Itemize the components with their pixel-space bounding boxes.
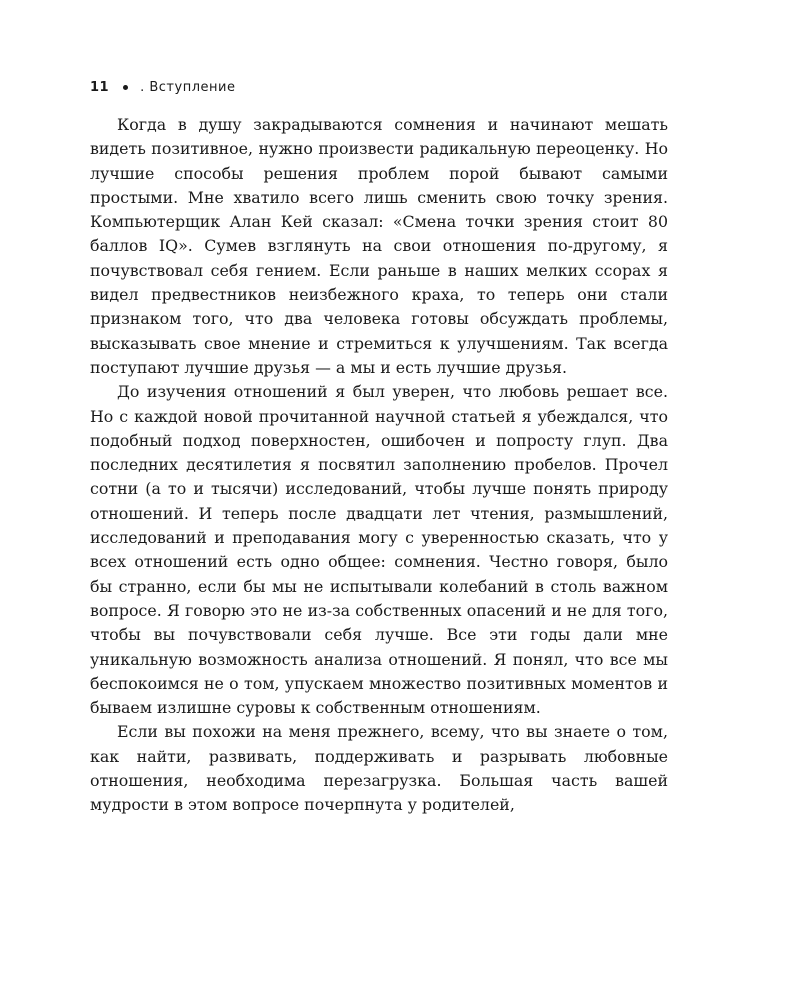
chapter-title: . Вступление — [140, 80, 236, 95]
paragraph: Если вы похожи на меня прежнего, всему, что вы знаете о том, как найти, развивать, поддерживать и разрывать любовные отношения, необходима перезагрузка. Большая часть вашей мудрости в этом вопросе почерпнута у родителей, — [90, 722, 668, 815]
running-head — [90, 80, 235, 95]
book-page — [90, 0, 668, 1000]
bullet-icon — [123, 85, 128, 90]
paragraph: Когда в душу закрадываются сомнения и начинают мешать видеть позитивное, нужно произвести радикальную переоценку. Но лучшие способы решения проблем порой бывают самыми простыми. Мне хватило всего лишь сменить свою точку зрения. Компьютерщик Алан Кей сказал: «Смена точки зрения стоит 80 баллов IQ». Сумев взглянуть на свои отношения по-другому, я почувствовал себя гением. Если раньше в наших мелких ссорах я видел предвестников неизбежного краха, то теперь они стали признаком того, что два человека готовы обсуждать проблемы, высказывать свое мнение и стремиться к улучшениям. Так всегда поступают лучшие друзья — а мы и есть лучшие друзья. — [90, 115, 668, 377]
page-number: 11 — [90, 80, 110, 95]
body-text — [90, 113, 668, 818]
paragraph: До изучения отношений я был уверен, что любовь решает все. Но с каждой новой прочитанной научной статьей я убеждался, что подобный подход поверхностен, ошибочен и попросту глуп. Два последних десятилетия я посвятил заполнению пробелов. Прочел сотни (а то и тысячи) исследований, чтобы лучше понять природу отношений. И теперь после двадцати лет чтения, размышлений, исследований и преподавания могу с уверенностью сказать, что у всех отношений есть одно общее: сомнения. Честно говоря, было бы странно, если бы мы не испытывали колебаний в столь важном вопросе. Я говорю это не из-за собственных опасений и не для того, чтобы вы почувствовали себя лучше. Все эти годы дали мне уникальную возможность анализа отношений. Я понял, что все мы беспокоимся не о том, упускаем множество позитивных моментов и бываем излишне суровы к собственным отношениям. — [90, 382, 668, 718]
